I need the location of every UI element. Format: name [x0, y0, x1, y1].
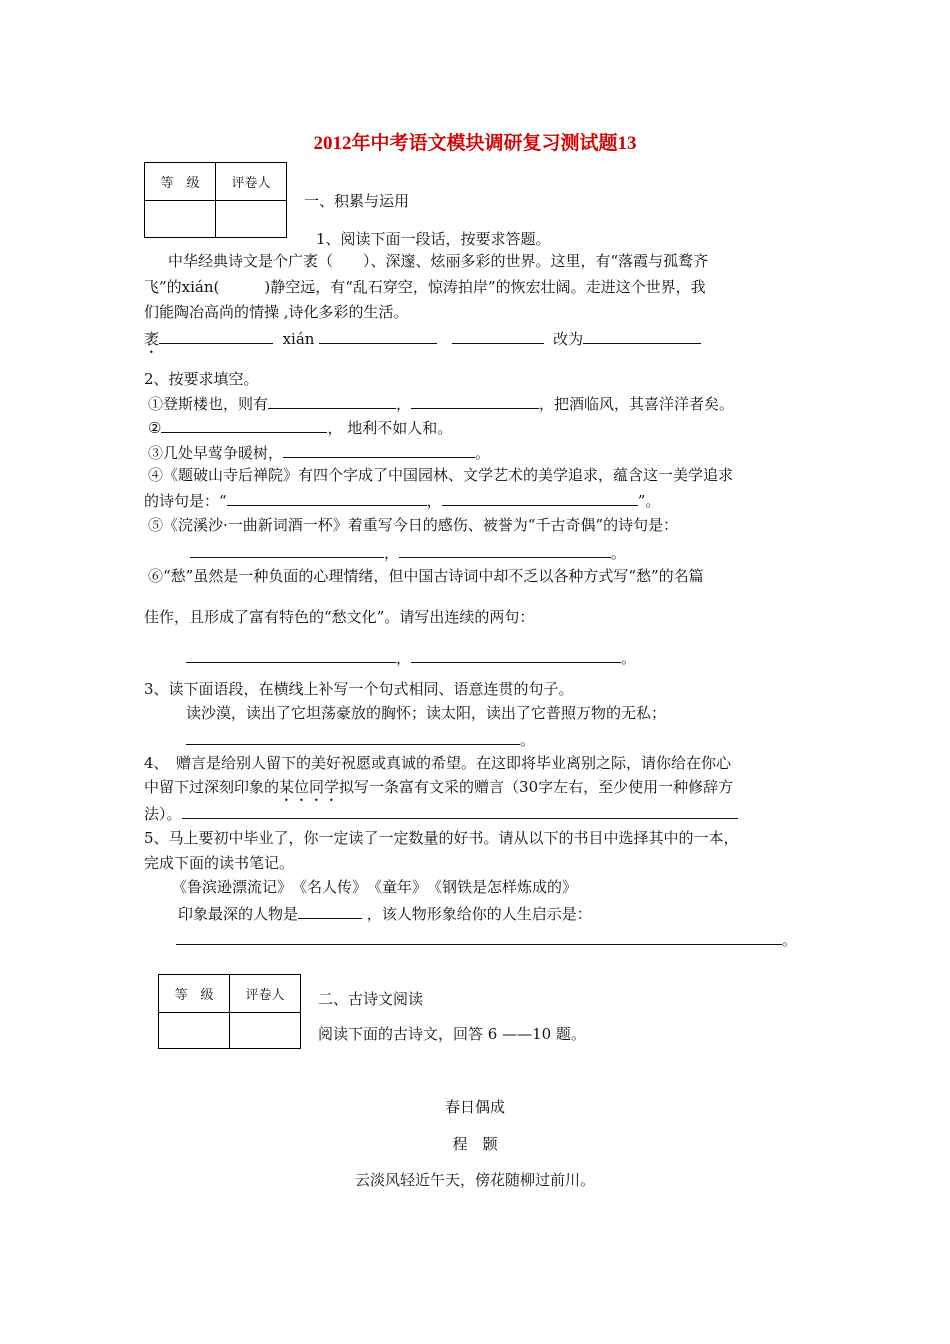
answer-blank[interactable] [452, 326, 544, 344]
q2-item2 [148, 415, 452, 439]
q2-item4-line1: ④《题破山寺后禅院》有四个字成了中国园林、文学艺术的美学追求，蕴含这一美学追求 [148, 466, 734, 484]
q2-item6-line1: ⑥“愁”虽然是一种负面的心理情绪，但中国古诗词中却不乏以各种方式写“愁”的名篇 [148, 567, 704, 585]
answer-blank[interactable] [186, 727, 520, 745]
q2-item6-line2: 佳作，且形成了富有特色的“愁文化”。请写出连续的两句： [144, 608, 535, 626]
grader-header: 评卷人 [230, 975, 301, 1013]
answer-blank[interactable] [176, 927, 782, 945]
section1-heading: 一、积累与运用 [304, 192, 410, 210]
period: 。 [782, 931, 798, 949]
answer-blank[interactable] [227, 488, 427, 506]
q5-answer [176, 927, 797, 951]
section2-heading: 二、古诗文阅读 [318, 990, 424, 1008]
q3-answer [186, 727, 535, 751]
grader-cell[interactable] [216, 201, 287, 238]
poem-author: 程 颢 [452, 1135, 498, 1153]
grader-cell[interactable] [230, 1013, 301, 1049]
q2-item1-suffix: ，把酒临风，其喜洋洋者矣。 [539, 395, 735, 413]
q2-item1-prefix: ①登斯楼也，则有 [148, 395, 269, 413]
period: 。 [611, 544, 627, 562]
q2-item3 [148, 440, 490, 464]
period: 。 [520, 731, 536, 749]
q4-line2-b: 拟写一条富有文采的赠言（30字左右，至少使用一种修辞方 [339, 778, 734, 796]
answer-blank[interactable] [319, 326, 437, 344]
q1-label: 1、阅读下面一段话，按要求答题。 [316, 230, 551, 248]
answer-blank[interactable] [182, 801, 738, 819]
q4-line3-text: 法）。 [144, 805, 182, 823]
q2-item4-line2 [144, 488, 660, 512]
answer-blank[interactable] [159, 326, 273, 344]
q2-item4-suffix: ”。 [637, 492, 661, 510]
answer-blank[interactable] [442, 488, 638, 506]
q1-para-line1: 中华经典诗文是个广袤（ ）、深邃、炫丽多彩的世界。这里，有“落霞与孤鹜齐 [168, 252, 709, 270]
q1-para-line2: 飞”的xián( )静空远，有“乱石穿空，惊涛拍岸”的恢宏壮阔。走进这个世界，我 [144, 278, 706, 296]
page-title: 2012年中考语文模块调研复习测试题13 [313, 133, 637, 154]
q1-para-line3: 们能陶冶高尚的情操 ,诗化多彩的生活。 [144, 303, 409, 321]
q5-line2: 完成下面的读书笔记。 [144, 854, 295, 872]
q2-item6-line3 [186, 645, 636, 669]
q3-text: 读沙漠，读出了它坦荡豪放的胸怀；读太阳，读出了它普照万物的无私； [186, 704, 667, 722]
grade-header: 等 级 [145, 163, 216, 201]
q2-item2-prefix: ② [148, 419, 162, 437]
q4-line1: 4、 赠言是给别人留下的美好祝愿或真诚的希望。在这即将毕业离别之际，请你给在你心 [144, 754, 732, 772]
q2-item3-prefix: ③几处早莺争暖树， [148, 444, 284, 462]
q4-emphasis: 某位同学 [279, 778, 340, 796]
q1-answer-b: xián [282, 330, 315, 348]
period: 。 [475, 444, 491, 462]
answer-blank[interactable] [268, 391, 396, 409]
answer-blank[interactable] [298, 901, 362, 919]
q3-label: 3、读下面语段，在横线上补写一个句式相同、语意连贯的句子。 [144, 680, 574, 698]
q5-prompt [178, 901, 592, 925]
answer-blank[interactable] [399, 540, 611, 558]
q5-line1: 5、马上要初中毕业了，你一定读了一定数量的好书。请从以下的书目中选择其中的一本， [144, 829, 739, 847]
q2-item2-suffix: ， 地利不如人和。 [327, 419, 453, 437]
poem-line1: 云淡风轻近午天，傍花随柳过前川。 [354, 1171, 595, 1189]
q1-answer-a: 袤 [144, 330, 160, 348]
answer-blank[interactable] [190, 540, 384, 558]
q4-line3 [144, 801, 738, 825]
answer-blank[interactable] [186, 645, 396, 663]
answer-blank[interactable] [411, 645, 621, 663]
grade-header: 等 级 [159, 975, 230, 1013]
grader-header: 评卷人 [216, 163, 287, 201]
q2-item4-prefix: 的诗句是：“ [144, 492, 227, 510]
answer-blank[interactable] [283, 440, 475, 458]
q5-prompt-a: 印象最深的人物是 [178, 905, 299, 923]
comma: ， [396, 649, 412, 667]
grade-box [158, 974, 301, 1049]
q4-line2-a: 中留下过深刻印象的 [144, 778, 280, 796]
section2-instruction: 阅读下面的古诗文，回答 6 ——10 题。 [318, 1025, 586, 1043]
comma: ， [396, 395, 412, 413]
q2-label: 2、按要求填空。 [144, 370, 259, 388]
grade-box [144, 162, 287, 238]
comma: ， [384, 544, 400, 562]
comma: ， [426, 492, 442, 510]
answer-blank[interactable] [161, 415, 327, 433]
q2-item5-line1: ⑤《浣溪沙·一曲新词酒一杯》着重写今日的感伤、被誉为“千古奇偶”的诗句是： [148, 516, 679, 534]
q1-answer-row [144, 326, 701, 357]
answer-blank[interactable] [583, 326, 701, 344]
grade-cell[interactable] [145, 201, 216, 238]
answer-blank[interactable] [411, 391, 539, 409]
period: 。 [621, 649, 637, 667]
grade-cell[interactable] [159, 1013, 230, 1049]
poem-title: 春日偶成 [444, 1098, 505, 1116]
q2-item5-line2 [190, 540, 626, 564]
q5-prompt-b: ，该人物形象给你的人生启示是： [366, 905, 592, 923]
q5-books: 《鲁滨逊漂流记》 《名人传》 《童年》 《钢铁是怎样炼成的》 [172, 878, 578, 896]
q1-answer-c: 改为 [553, 330, 584, 348]
q2-item1 [148, 391, 734, 415]
